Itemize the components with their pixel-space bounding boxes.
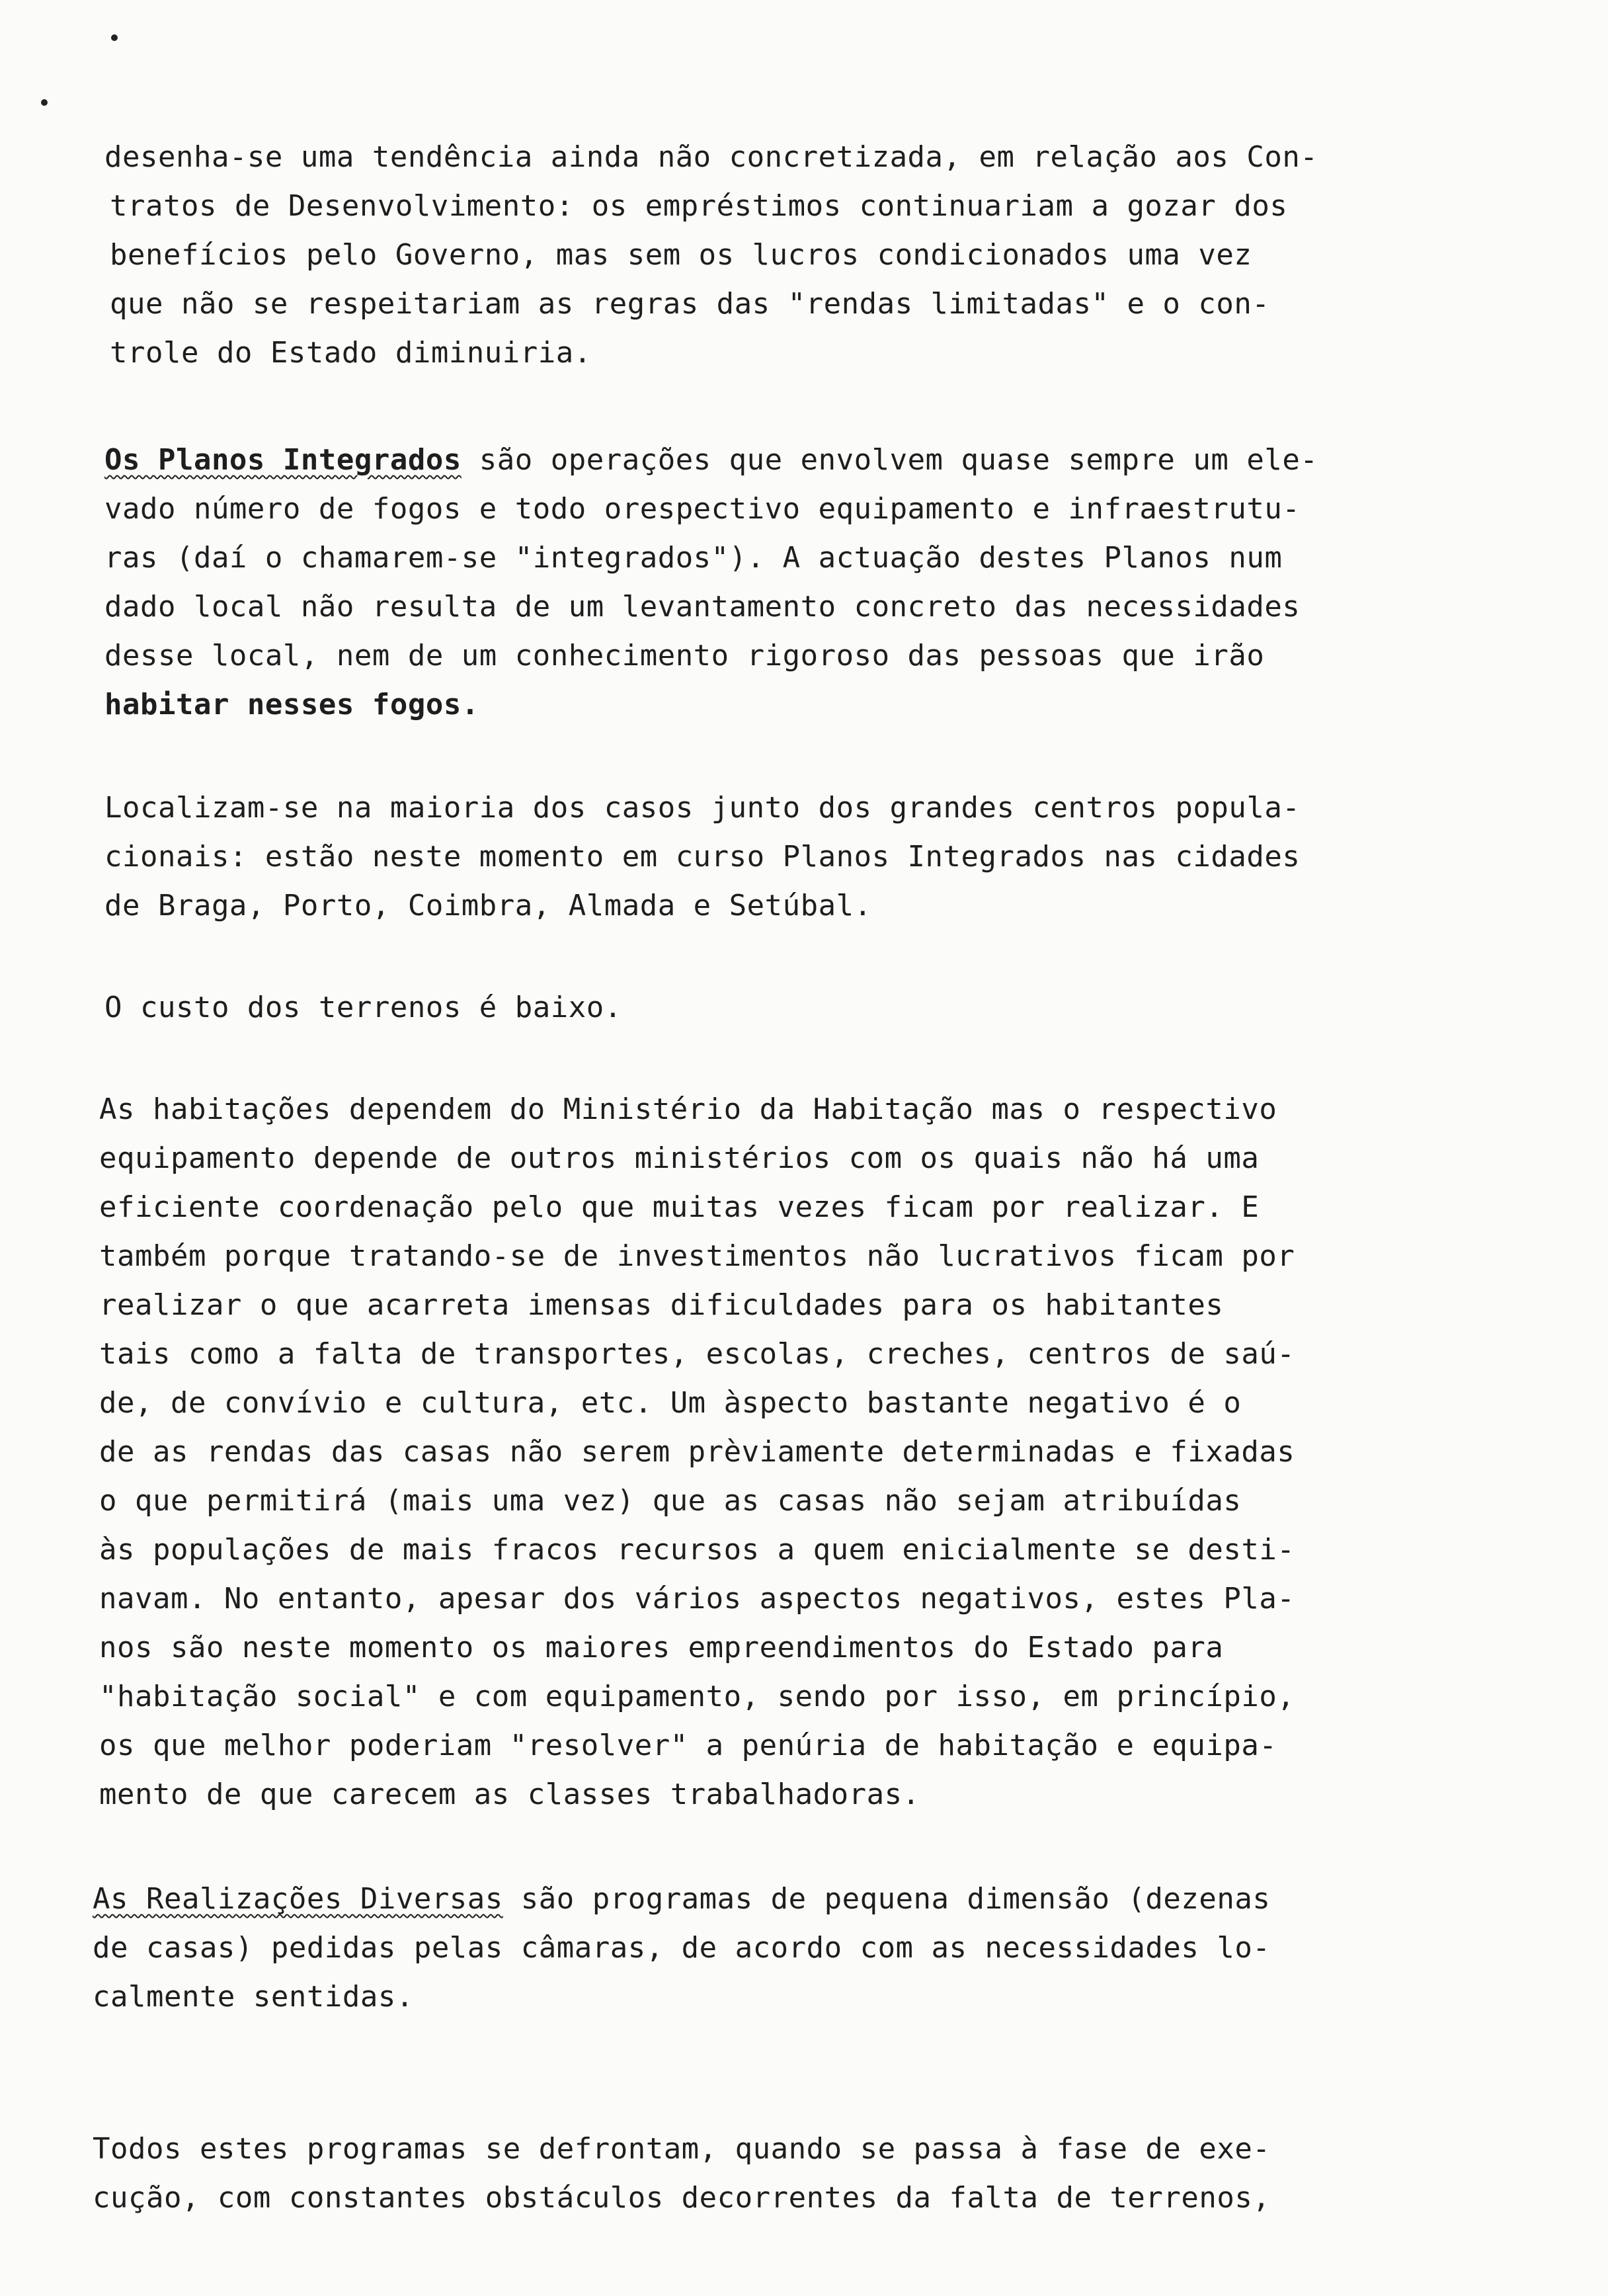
text-line: desenha-se uma tendência ainda não concretizada, em relação aos Con- xyxy=(104,140,1318,174)
text-line: de casas) pedidas pelas câmaras, de acordo com as necessidades lo- xyxy=(93,1931,1271,1965)
text-line: benefícios pelo Governo, mas sem os lucros condicionados uma vez xyxy=(110,238,1252,272)
text-line: Localizam-se na maioria dos casos junto dos grandes centros popula- xyxy=(104,791,1301,825)
text-line: habitar nesses fogos. xyxy=(104,688,479,721)
text-line: de, de convívio e cultura, etc. Um àspecto bastante negativo é o xyxy=(99,1386,1242,1420)
text-line: cução, com constantes obstáculos decorrentes da falta de terrenos, xyxy=(93,2181,1271,2215)
text-line: "habitação social" e com equipamento, sendo por isso, em princípio, xyxy=(99,1680,1295,1713)
text-line: de Braga, Porto, Coimbra, Almada e Setúbal. xyxy=(104,889,872,922)
text-line: também porque tratando-se de investimentos não lucrativos ficam por xyxy=(99,1239,1295,1273)
text-run: são operações que envolvem quase sempre um ele- xyxy=(461,443,1318,477)
margin-mark xyxy=(111,34,118,41)
text-line: o que permitirá (mais uma vez) que as casas não sejam atribuídas xyxy=(99,1484,1242,1518)
text-line: Todos estes programas se defrontam, quando se passa à fase de exe- xyxy=(93,2132,1271,2166)
text-line: que não se respeitariam as regras das "rendas limitadas" e o con- xyxy=(110,287,1270,321)
text-line: às populações de mais fracos recursos a quem enicialmente se desti- xyxy=(99,1533,1295,1567)
text-line: calmente sentidas. xyxy=(93,1980,414,2014)
text-line: dado local não resulta de um levantamento concreto das necessidades xyxy=(104,590,1301,624)
section-heading: As Realizações Diversas xyxy=(93,1882,503,1916)
text-line: tais como a falta de transportes, escolas, creches, centros de saú- xyxy=(99,1337,1295,1371)
text-line: desse local, nem de um conhecimento rigoroso das pessoas que irão xyxy=(104,639,1265,673)
margin-mark xyxy=(41,99,48,106)
text-line: O custo dos terrenos é baixo. xyxy=(104,991,622,1024)
section-heading: Os Planos Integrados xyxy=(104,443,462,477)
text-line: vado número de fogos e todo orespectivo equipamento e infraestrutu- xyxy=(104,492,1301,526)
text-line: equipamento depende de outros ministérios com os quais não há uma xyxy=(99,1141,1260,1175)
text-line: eficiente coordenação pelo que muitas vezes ficam por realizar. E xyxy=(99,1190,1260,1224)
text-line: realizar o que acarreta imensas dificuldades para os habitantes xyxy=(99,1288,1224,1322)
text-line: mento de que carecem as classes trabalhadoras. xyxy=(99,1778,920,1811)
text-line: tratos de Desenvolvimento: os empréstimos continuariam a gozar dos xyxy=(110,189,1288,223)
text-line: navam. No entanto, apesar dos vários aspectos negativos, estes Pla- xyxy=(99,1582,1295,1616)
text-line: trole do Estado diminuiria. xyxy=(110,336,592,370)
text-line xyxy=(104,443,1318,477)
text-line: cionais: estão neste momento em curso Planos Integrados nas cidades xyxy=(104,840,1301,874)
text-line xyxy=(93,1882,1270,1916)
text-line: nos são neste momento os maiores empreendimentos do Estado para xyxy=(99,1631,1224,1664)
text-line: ras (daí o chamarem-se "integrados"). A actuação destes Planos num xyxy=(104,541,1283,575)
text-line: As habitações dependem do Ministério da Habitação mas o respectivo xyxy=(99,1092,1277,1126)
text-run: são programas de pequena dimensão (dezenas xyxy=(502,1882,1271,1916)
text-line: de as rendas das casas não serem prèviamente determinadas e fixadas xyxy=(99,1435,1295,1469)
text-line: os que melhor poderiam "resolver" a penúria de habitação e equipa- xyxy=(99,1729,1277,1762)
